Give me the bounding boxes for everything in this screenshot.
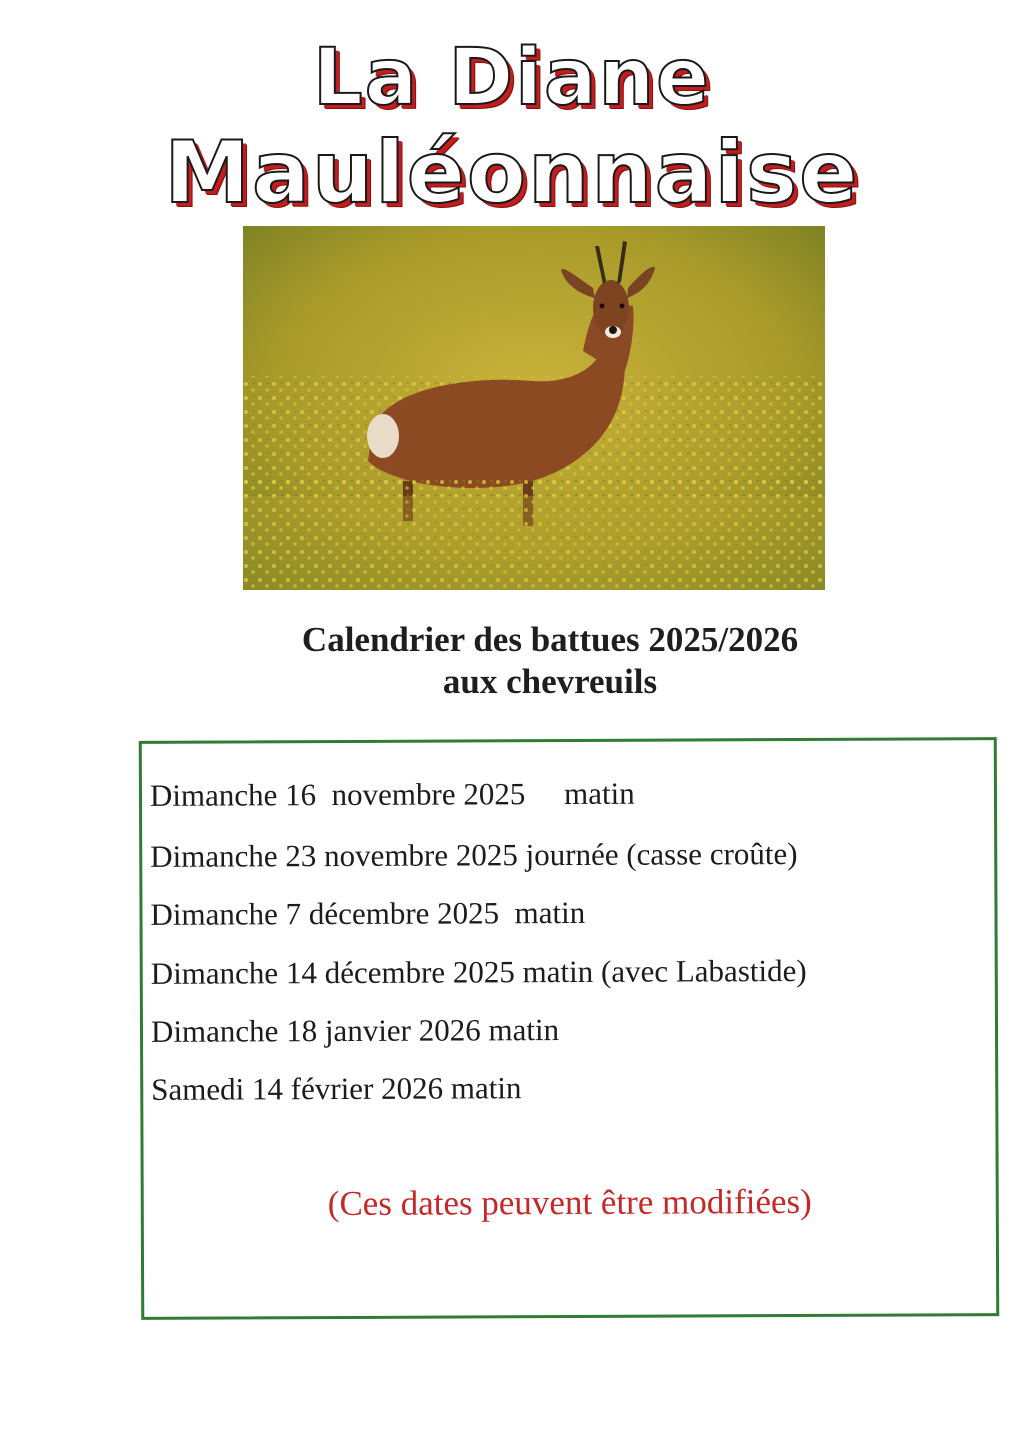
calendar-title: Calendrier des battues 2025/2026 — [301, 620, 799, 659]
date-row: Samedi 14 février 2026 matin — [151, 1070, 522, 1107]
roe-deer-photo — [243, 226, 825, 590]
dates-frame — [139, 737, 1000, 1320]
date-row: Dimanche 18 janvier 2026 matin — [150, 1012, 560, 1049]
title-line-1: La Diane — [312, 33, 712, 123]
modification-notice: (Ces dates peuvent être modifiées) — [327, 1181, 812, 1224]
date-row: Dimanche 16 novembre 2025 matin — [149, 775, 635, 813]
calendar-subtitle: aux chevreuils — [442, 662, 658, 701]
title-line-2: Mauléonnaise — [164, 123, 860, 223]
date-row: Dimanche 7 décembre 2025 matin — [150, 894, 586, 932]
date-row: Dimanche 23 novembre 2025 journée (casse croûte) — [150, 836, 798, 874]
date-row: Dimanche 14 décembre 2025 matin (avec Labastide) — [150, 952, 807, 991]
